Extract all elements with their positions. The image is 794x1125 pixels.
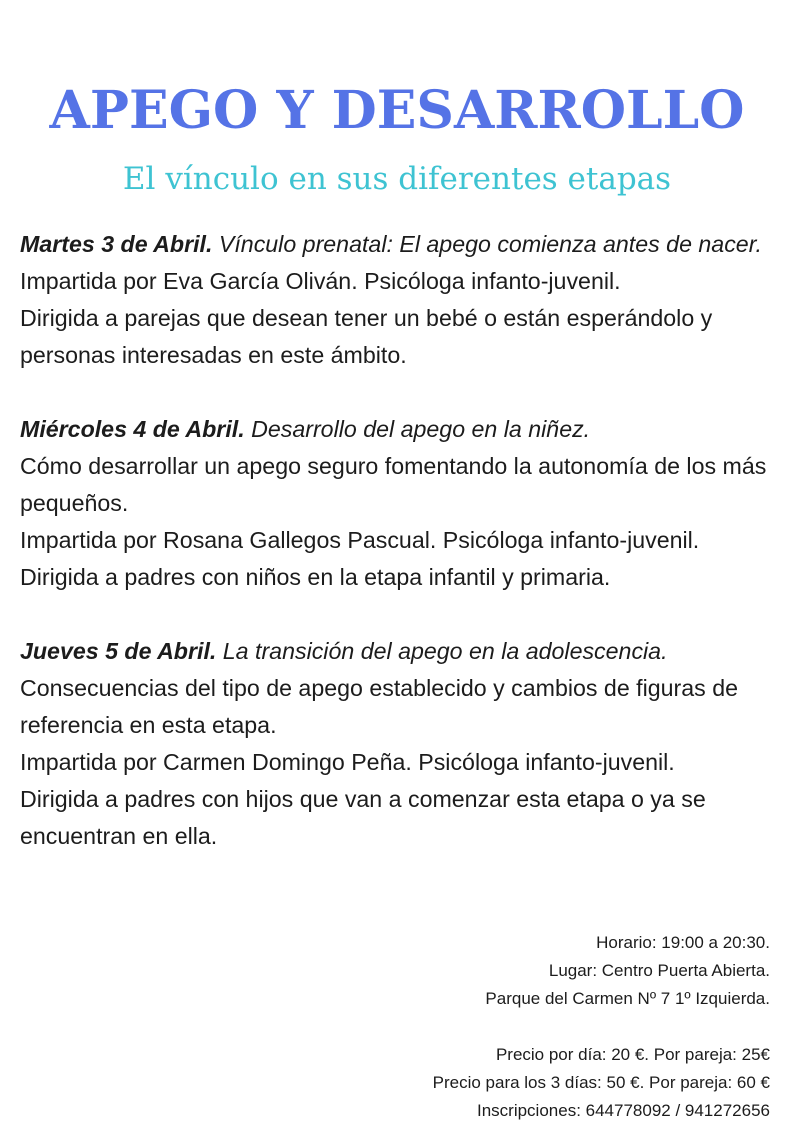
event-description: Consecuencias del tipo de apego establecido y cambios de figuras de referencia en esta etapa. <box>20 675 738 738</box>
event-speaker: Impartida por Rosana Gallegos Pascual. Psicóloga infanto-juvenil. <box>20 527 700 553</box>
event-thursday <box>20 633 780 855</box>
page-subtitle: El vínculo en sus diferentes etapas <box>122 161 672 197</box>
event-audience: Dirigida a padres con niños en la etapa infantil y primaria. <box>20 564 611 590</box>
event-speaker: Impartida por Eva García Oliván. Psicóloga infanto-juvenil. <box>20 268 621 294</box>
event-description: Cómo desarrollar un apego seguro fomentando la autonomía de los más pequeños. <box>20 453 767 516</box>
event-date: Miércoles 4 de Abril. <box>20 416 245 442</box>
event-topic: Vínculo prenatal: El apego comienza antes de nacer. <box>218 231 762 257</box>
price-all-days-text: Precio para los 3 días: 50 €. Por pareja: 60 € <box>432 1073 770 1092</box>
page-title: APEGO Y DESARROLLO <box>49 80 745 141</box>
spacer <box>270 1013 770 1041</box>
event-wednesday <box>20 411 780 596</box>
address-text: Parque del Carmen Nº 7 1º Izquierda. <box>485 989 770 1008</box>
event-date: Martes 3 de Abril. <box>20 231 213 257</box>
event-list <box>20 226 780 855</box>
registration-text: Inscripciones: 644778092 / 941272656 <box>476 1101 770 1120</box>
place-text: Lugar: Centro Puerta Abierta. <box>548 961 770 980</box>
event-date: Jueves 5 de Abril. <box>20 638 217 664</box>
event-tuesday <box>20 226 780 374</box>
event-heading <box>20 226 780 263</box>
event-info <box>270 929 770 1125</box>
event-heading <box>20 633 780 670</box>
event-topic: La transición del apego en la adolescencia. <box>222 638 668 664</box>
event-heading <box>20 411 780 448</box>
event-topic: Desarrollo del apego en la niñez. <box>251 416 591 442</box>
schedule-text: Horario: 19:00 a 20:30. <box>596 933 770 952</box>
event-audience: Dirigida a parejas que desean tener un bebé o están esperándolo y personas interesadas en este ámbito. <box>20 305 713 368</box>
event-speaker: Impartida por Carmen Domingo Peña. Psicóloga infanto-juvenil. <box>20 749 675 775</box>
event-audience: Dirigida a padres con hijos que van a comenzar esta etapa o ya se encuentran en ella. <box>20 786 706 849</box>
price-per-day-text: Precio por día: 20 €. Por pareja: 25€ <box>495 1045 770 1064</box>
